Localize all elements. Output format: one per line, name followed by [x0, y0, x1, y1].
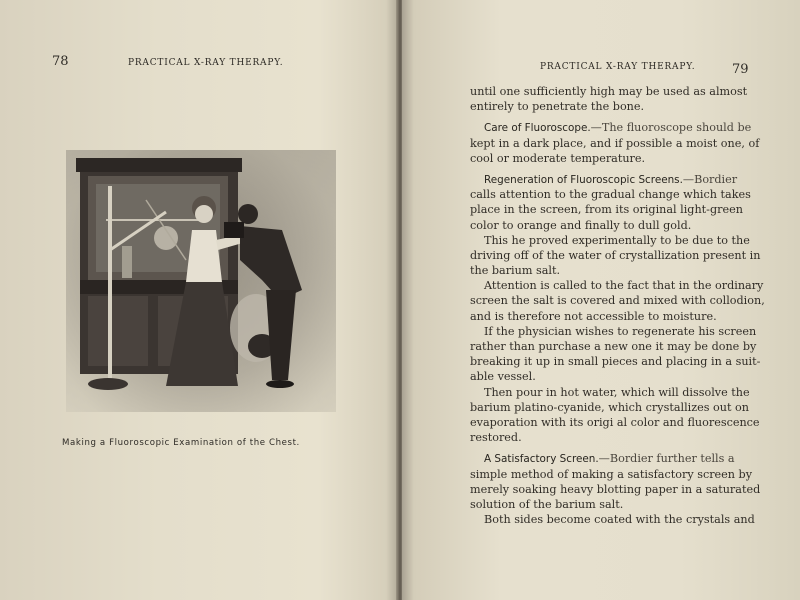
text-line: kept in a dark place, and if possible a moist one, of	[470, 136, 760, 150]
left-page	[0, 0, 398, 600]
text-line: until one sufficiently high may be used as almost	[470, 85, 748, 98]
text-line: —Bordier further tells a	[598, 452, 735, 466]
text-line: solution of the barium salt.	[470, 497, 624, 511]
text-line: evaporation with its origi al color and fluorescence	[470, 415, 760, 429]
text-line: This he proved experimentally to be due to the	[484, 233, 750, 247]
text-line: Then pour in hot water, which will dissolve the	[484, 385, 750, 399]
figure-caption: Making a Fluoroscopic Examination of the Chest.	[62, 438, 300, 448]
fluoroscopic-examination-photo	[66, 150, 336, 412]
text-line: Attention is called to the fact that in the ordinary	[484, 279, 764, 293]
text-line: rather than purchase a new one it may be done by	[470, 340, 757, 353]
text-line: restored.	[470, 431, 522, 445]
section-heading: Care of Fluoroscope.	[484, 122, 591, 135]
right-page	[402, 0, 800, 600]
text-line: entirely to penetrate the bone.	[470, 100, 645, 114]
photo-illustration	[66, 150, 336, 412]
text-line: and is therefore not accessible to moisture.	[470, 309, 717, 323]
text-line: simple method of making a satisfactory screen by	[470, 467, 753, 481]
text-line: driving off of the water of crystallization present in	[470, 248, 761, 262]
text-line: If the physician wishes to regenerate his screen	[484, 324, 757, 338]
running-head: PRACTICAL X-RAY THERAPY.	[540, 62, 696, 72]
running-head: PRACTICAL X-RAY THERAPY.	[128, 58, 284, 68]
text-line: color to orange and finally to dull gold.	[470, 218, 692, 232]
text-line: barium platino-cyanide, which crystallizes out on	[470, 400, 749, 414]
text-line: cool or moderate temperature.	[470, 151, 646, 165]
text-line: the barium salt.	[470, 264, 561, 278]
text-line: able vessel.	[470, 370, 536, 384]
text-line: calls attention to the gradual change which takes	[470, 188, 751, 202]
section-heading: Regeneration of Fluoroscopic Screens.	[484, 173, 683, 186]
paragraph-care-of-fluoroscope	[470, 120, 770, 135]
page-number: 79	[732, 62, 749, 77]
paragraph-satisfactory-screen	[470, 451, 770, 466]
text-line: screen the salt is covered and mixed with collodion,	[470, 294, 765, 308]
body-text	[470, 84, 770, 527]
text-line: merely soaking heavy blotting paper in a saturated	[470, 482, 761, 496]
page-number: 78	[52, 54, 69, 69]
text-line: breaking it up in small pieces and placing in a suit-	[470, 355, 761, 369]
text-line: Both sides become coated with the crystals and	[484, 513, 755, 527]
section-heading: A Satisfactory Screen.	[484, 453, 599, 466]
text-line: —The fluoroscope should be	[590, 121, 752, 135]
paragraph-regeneration	[470, 172, 770, 187]
text-line: —Bordier	[682, 172, 738, 186]
text-line: place in the screen, from its original light-green	[470, 203, 743, 217]
